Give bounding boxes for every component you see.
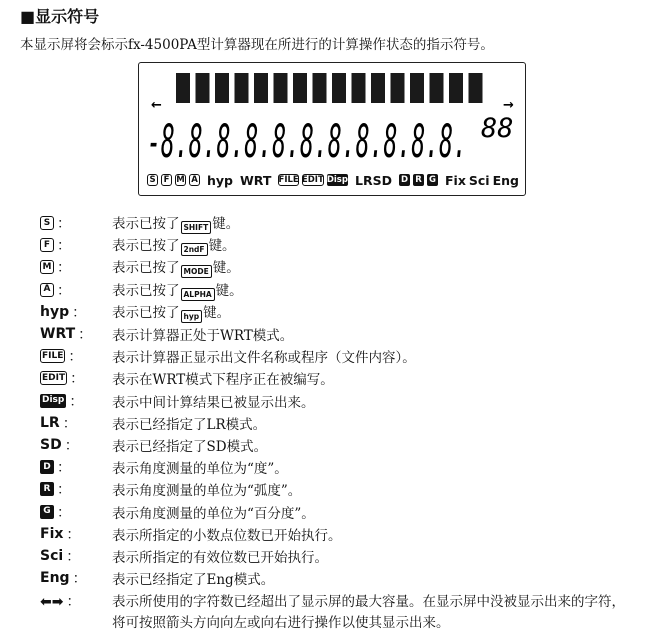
sd-symbol: SD — [40, 436, 62, 453]
dot-matrix-cell — [274, 73, 288, 103]
hyp-symbol: hyp — [40, 303, 70, 320]
2ndf-key-icon: 2ndF — [181, 243, 208, 256]
list-item-sd: SD ： 表示已经指定了SD模式。 — [40, 436, 268, 455]
list-item-arrows: ⬅➡ ： 表示所使用的字符数已经超出了显示屏的最大容量。在显示屏中没被显示出来的字符，将可按照箭头方向向左或向右进行操作以使其显示出来。 — [40, 594, 625, 632]
dot-matrix-cell — [371, 73, 385, 103]
list-item-edit: EDIT ： 表示在WRT模式下程序正在被编写。 — [42, 371, 334, 389]
ind-s-icon: S — [147, 174, 158, 186]
fix-symbol: Fix — [40, 525, 64, 542]
mode-key-icon: MODE — [181, 265, 212, 278]
ind-sci: Sci — [468, 172, 490, 188]
a-icon: A — [40, 283, 54, 297]
arrows-icon: ⬅➡ — [40, 594, 64, 611]
ind-fix: Fix — [445, 172, 466, 188]
list-item-hyp: hyp ： 表示已按了 hyp 键。 — [40, 303, 231, 321]
list-item-wrt: WRT ： 表示计算器正处于WRT模式。 — [40, 326, 294, 345]
list-item-g: G ： 表示角度测量的单位为“百分度”。 — [40, 500, 630, 522]
dot-matrix-cell — [313, 73, 327, 103]
intro-text: 本显示屏将会标示fx-4500PA型计算器现在所进行的计算操作状态的指示符号。 — [20, 37, 494, 53]
dot-matrix-cell — [235, 73, 249, 103]
segment-digits: -8.8.8.8.8.8.8.8.8.8.8. — [147, 115, 467, 168]
alpha-key-icon: ALPHA — [181, 288, 215, 301]
dot-matrix-cell — [254, 73, 268, 103]
ind-f-icon: F — [161, 174, 172, 186]
section-title: ■显示符号 — [20, 7, 100, 26]
right-arrow-icon: → — [503, 98, 514, 113]
dot-matrix-cell — [352, 73, 366, 103]
wrt-symbol: WRT — [40, 326, 76, 343]
ind-m-icon: M — [176, 174, 185, 185]
lcd-display — [138, 62, 526, 196]
ind-edit-icon: EDIT — [301, 174, 324, 185]
dot-matrix-cell — [293, 73, 307, 103]
dot-matrix-cell — [391, 73, 405, 103]
ind-lrsd: LRSD — [355, 172, 392, 188]
list-item-eng: Eng ： 表示已经指定了Eng模式。 — [40, 570, 275, 589]
list-item-s: S ： 表示已按了 SHIFT 键。 — [40, 212, 630, 234]
list-item-sci: Sci ： 表示所指定的有效位数已开始执行。 — [40, 547, 328, 566]
ind-d-icon: D — [400, 174, 409, 185]
list-item-file: FILE ： 表示计算器正显示出文件名称或程序（文件内容）。 — [42, 349, 416, 367]
dot-matrix-cell — [215, 73, 229, 103]
m-icon: M — [40, 260, 54, 274]
list-item-fix: Fix ： 表示所指定的小数点位数已开始执行。 — [40, 525, 342, 544]
ind-hyp: hyp — [207, 172, 233, 188]
ind-file-icon: FILE — [278, 174, 299, 185]
indicator-row — [147, 172, 519, 188]
sci-symbol: Sci — [40, 547, 64, 564]
ind-g-icon: G — [427, 174, 438, 186]
ind-disp-icon: Disp — [326, 174, 348, 185]
hyp-key-icon: hyp — [181, 310, 203, 323]
f-icon: F — [40, 238, 54, 252]
exponent-digits: 88 — [481, 113, 514, 144]
dot-matrix-cell — [176, 73, 190, 103]
edit-icon: EDIT — [40, 371, 67, 385]
dot-matrix-cell — [430, 73, 444, 103]
ind-a-icon: A — [189, 174, 200, 186]
shift-key-icon: SHIFT — [181, 221, 212, 234]
g-icon: G — [40, 505, 54, 519]
r-icon: R — [40, 482, 54, 496]
ind-eng: Eng — [492, 172, 519, 188]
eng-symbol: Eng — [40, 570, 70, 587]
s-icon: S — [40, 216, 54, 230]
lr-symbol: LR — [40, 414, 60, 431]
dot-matrix-cell — [196, 73, 210, 103]
list-item-m: M ： 表示已按了 MODE 键。 — [40, 256, 630, 278]
symbol-list — [40, 212, 630, 634]
disp-icon: Disp — [40, 394, 66, 408]
list-item-disp: Disp ： 表示中间计算结果已被显示出来。 — [42, 393, 315, 411]
list-item-d: D ： 表示角度测量的单位为“度”。 — [40, 456, 630, 478]
ind-r-icon: R — [413, 174, 424, 186]
list-item-a: A ： 表示已按了 ALPHA 键。 — [40, 279, 630, 301]
list-item-f: F ： 表示已按了 2ndF 键。 — [40, 234, 630, 256]
ind-wrt: WRT — [240, 172, 272, 188]
dot-matrix-cell — [332, 73, 346, 103]
dot-matrix-cell — [449, 73, 463, 103]
dot-matrix-row — [176, 73, 483, 103]
dot-matrix-cell — [410, 73, 424, 103]
left-arrow-icon: ← — [151, 98, 162, 113]
d-icon: D — [40, 460, 54, 474]
dot-matrix-cell — [469, 73, 483, 103]
list-item-r: R ： 表示角度测量的单位为“弧度”。 — [40, 478, 630, 500]
list-item-lr: LR ： 表示已经指定了LR模式。 — [40, 414, 267, 433]
file-icon: FILE — [40, 349, 65, 363]
